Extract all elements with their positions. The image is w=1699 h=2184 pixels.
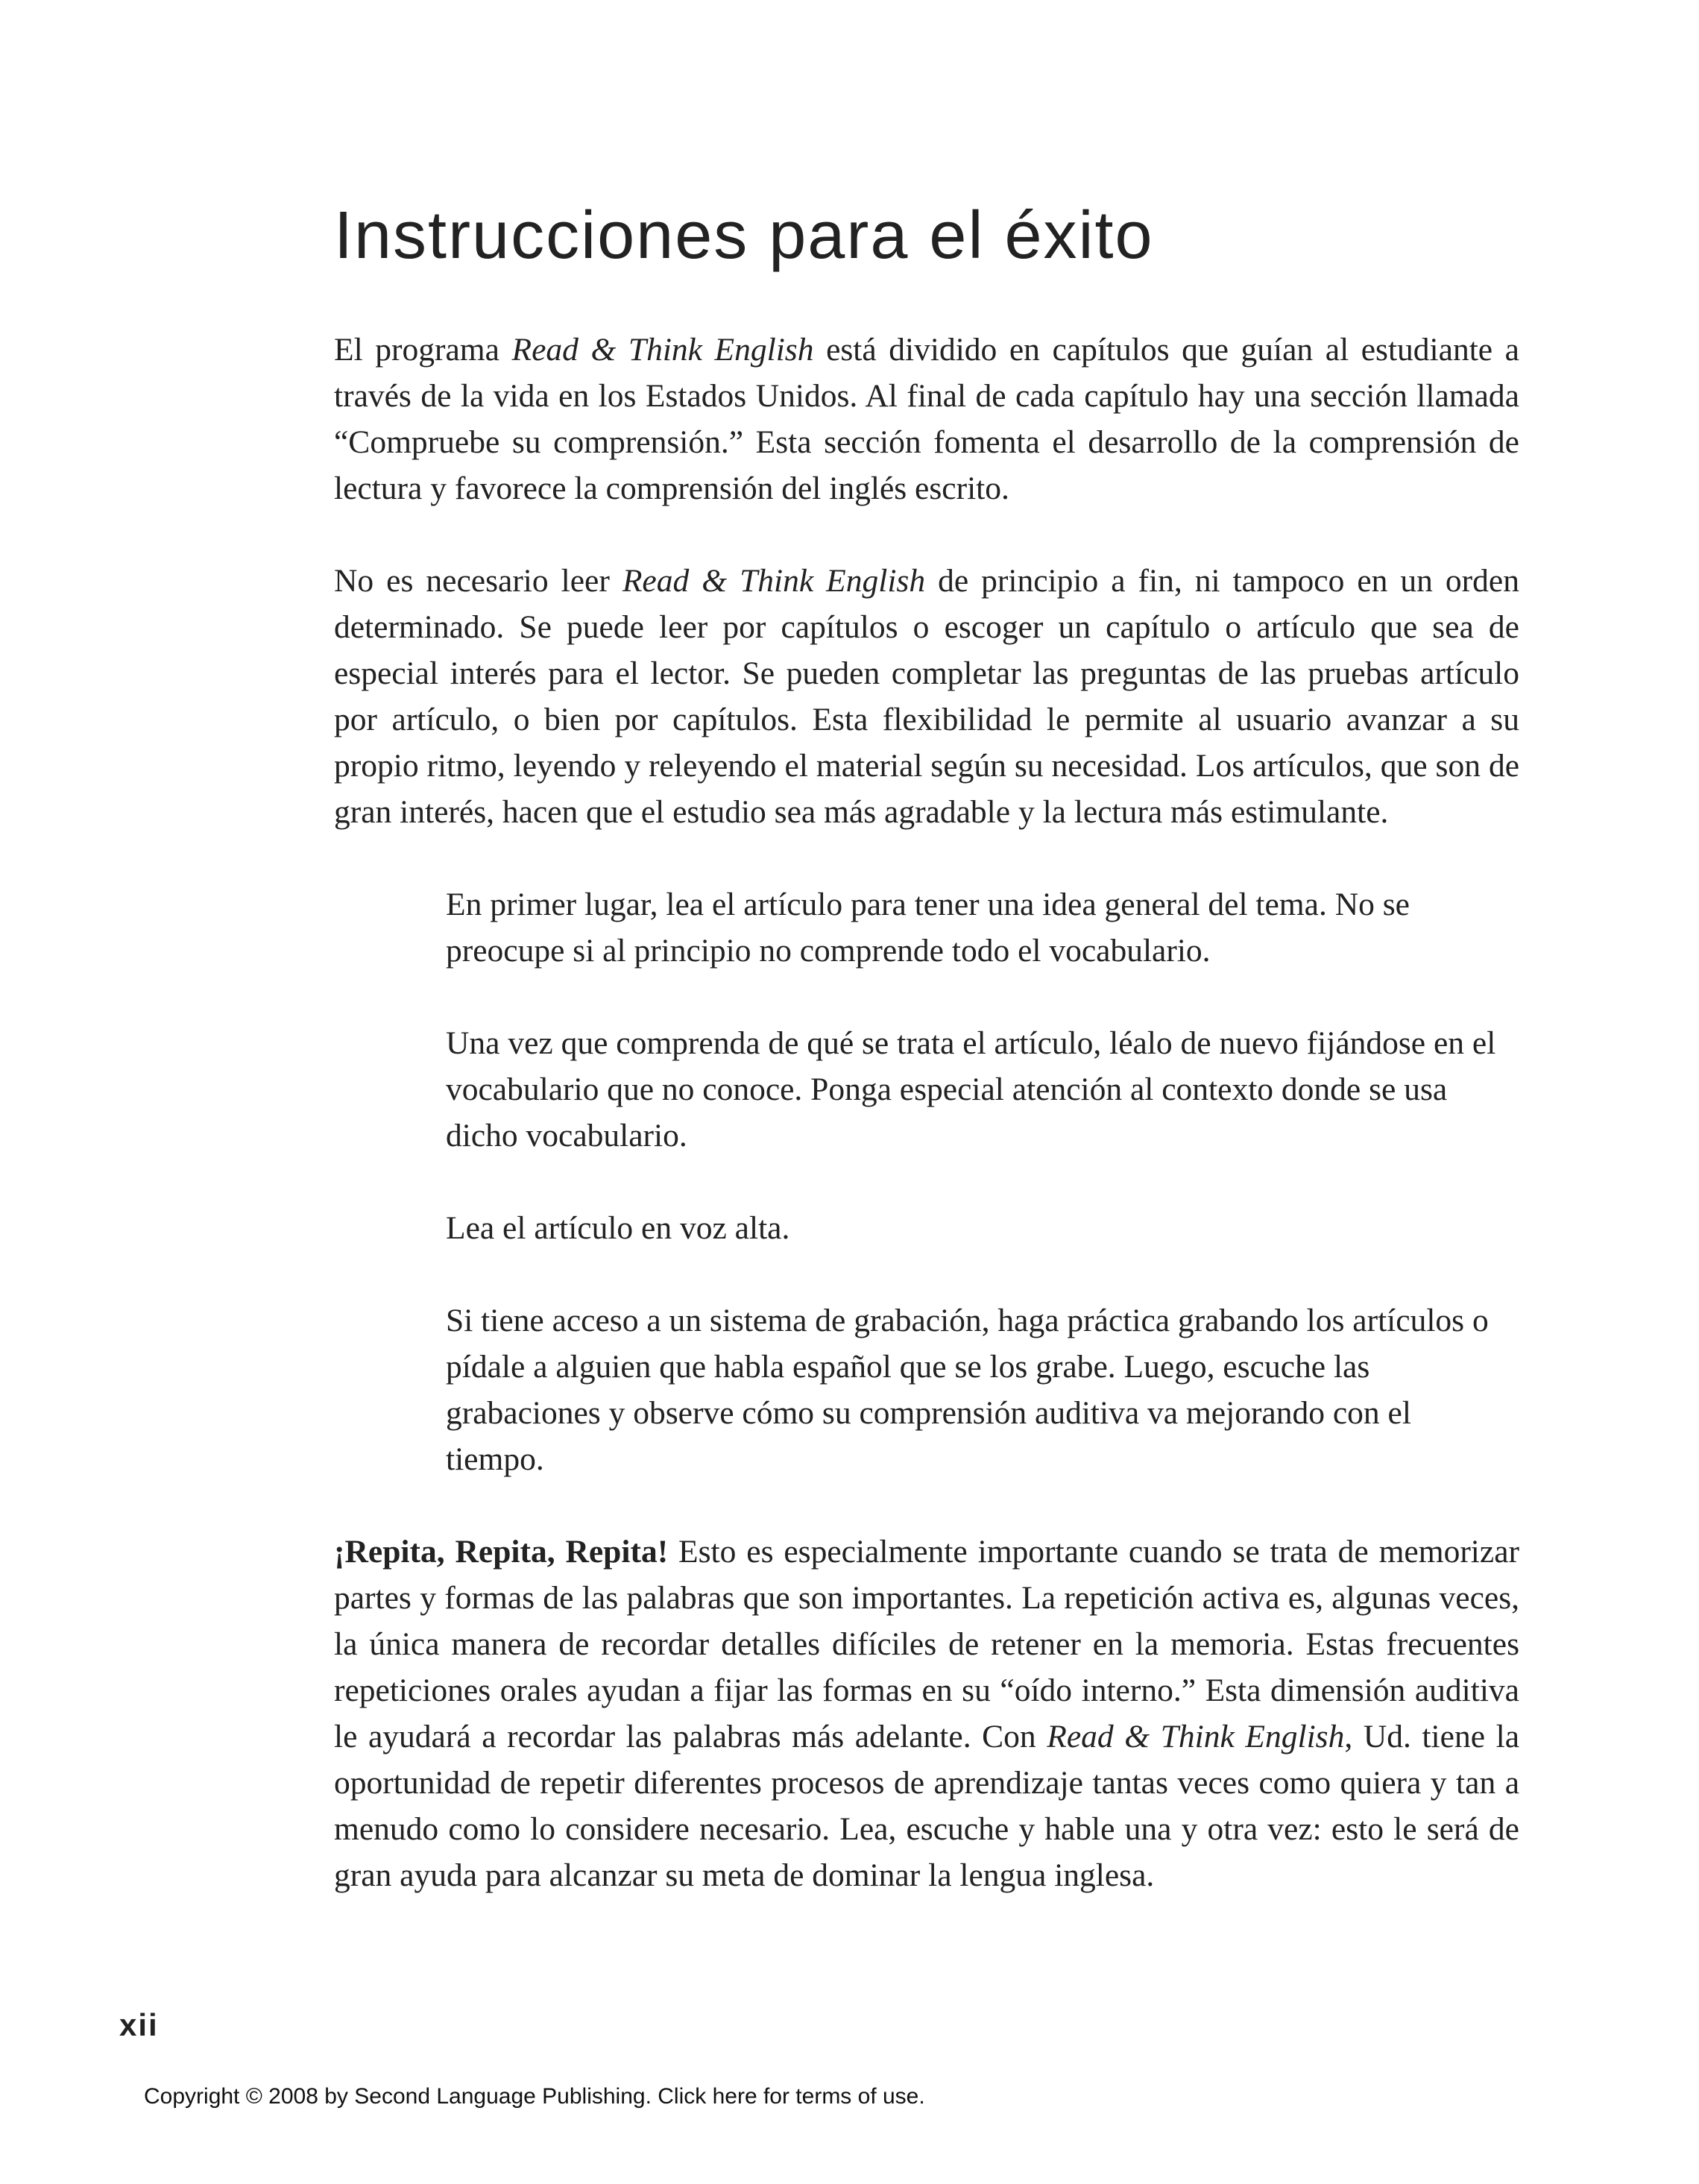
tips-list — [446, 881, 1497, 1482]
page-number: xii — [119, 2007, 159, 2042]
book-title: Read & Think English — [622, 563, 926, 599]
text-span: Esto es especialmente importante cuando se trata de memorizar partes y formas de las palabras que son importantes. La repetición activa es, algunas veces, la única manera de recordar detalles difíciles de retener en la memoria. Estas frecuentes repeticiones orales ayudan a fijar las formas en su “oído interno.” Esta dimensión auditiva le ayudará a recordar las palabras más adelante. Con — [334, 1534, 1519, 1755]
intro-paragraph — [334, 327, 1519, 512]
text-span: , Ud. tiene la oportunidad de repetir diferentes procesos de aprendizaje tantas veces como quiera y tan a menudo como lo considere necesario. Lea, escuche y hable una y otra vez: esto le será de gran ayuda para alcanzar su meta de dominar la lengua inglesa. — [334, 1719, 1520, 1893]
tip-item: En primer lugar, lea el artículo para tener una idea general del tema. No se preocupe si al principio no comprende todo el vocabulario. — [446, 887, 1410, 969]
tip-item: Lea el artículo en voz alta. — [446, 1210, 790, 1246]
tip-item: Una vez que comprenda de qué se trata el artículo, léalo de nuevo fijándose en el vocabulario que no conoce. Ponga especial atención al contexto donde se usa dicho vocabulario. — [446, 1025, 1496, 1154]
bold-lead: ¡Repita, Repita, Repita! — [334, 1534, 669, 1570]
copyright-link[interactable]: Copyright © 2008 by Second Language Publishing. Click here for terms of use. — [144, 2084, 925, 2109]
tip-item: Si tiene acceso a un sistema de grabación, haga práctica grabando los artículos o pídale a alguien que habla español que se los grabe. Luego, escuche las grabaciones y observe cómo su comprensión auditiva va mejorando con el tiempo. — [446, 1303, 1489, 1477]
repeat-paragraph — [334, 1529, 1519, 1898]
text-span: está dividido en capítulos que guían al estudiante a través de la vida en los Estados Unidos. Al final de cada capítulo hay una sección llamada “Compruebe su comprensión.” Esta sección fomenta el desarrollo de la comprensión de lectura y favorece la comprensión del inglés escrito. — [334, 332, 1519, 506]
flexibility-paragraph — [334, 558, 1519, 835]
text-span: de principio a fin, ni tampoco en un orden determinado. Se puede leer por capítulos o escoger un capítulo o artículo que sea de especial interés para el lector. Se pueden completar las preguntas de las pruebas artículo por artículo, o bien por capítulos. Esta flexibilidad le permite al usuario avanzar a su propio ritmo, leyendo y releyendo el material según su necesidad. Los artículos, que son de gran interés, hacen que el estudio sea más agradable y la lectura más estimulante. — [334, 563, 1519, 830]
page-title: Instrucciones para el éxito — [334, 198, 1154, 273]
book-title: Read & Think English — [511, 332, 814, 368]
text-span: No es necesario leer — [334, 563, 622, 599]
book-title: Read & Think English — [1047, 1719, 1345, 1755]
body-text — [334, 327, 1519, 1898]
text-span: El programa — [334, 332, 512, 368]
